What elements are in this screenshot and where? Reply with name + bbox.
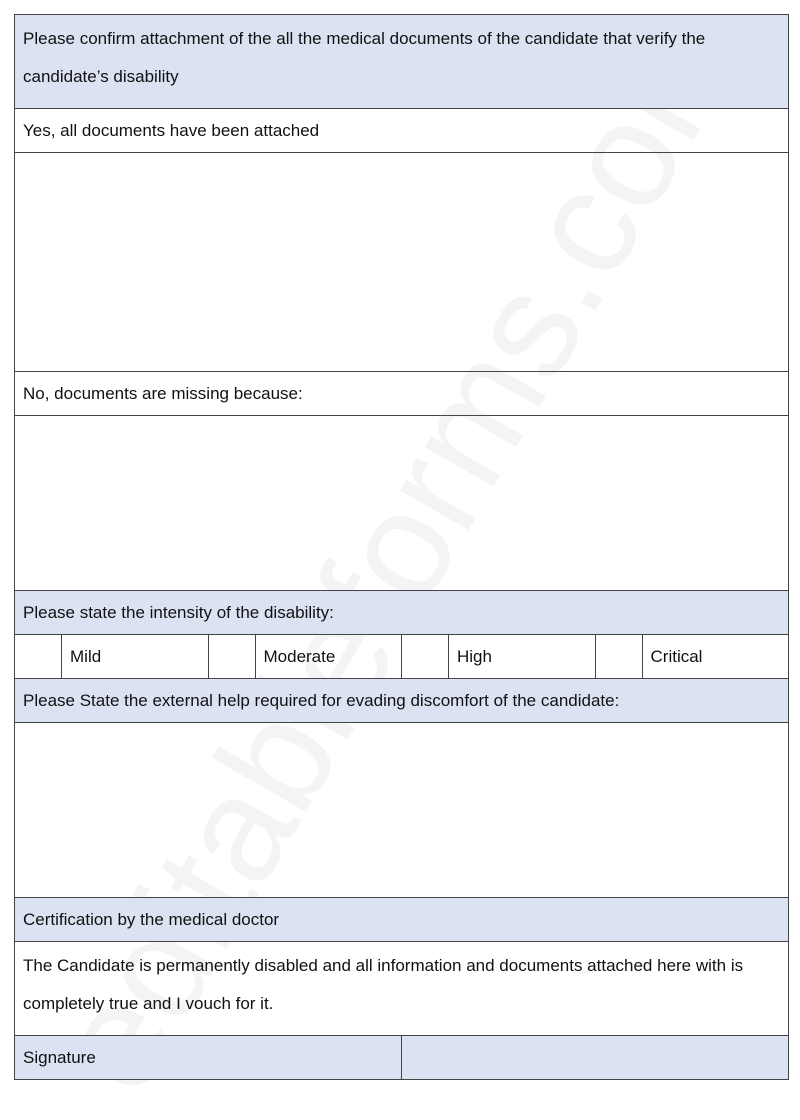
moderate-label: Moderate xyxy=(256,635,403,678)
yes-documents-attached-option[interactable]: Yes, all documents have been attached xyxy=(14,109,789,153)
intensity-options-row xyxy=(14,635,789,679)
yes-details-field[interactable] xyxy=(14,153,789,372)
no-documents-missing-option[interactable]: No, documents are missing because: xyxy=(14,372,789,416)
signature-row xyxy=(14,1036,789,1080)
certification-heading: Certification by the medical doctor xyxy=(14,898,789,942)
critical-checkbox[interactable] xyxy=(596,635,643,678)
mild-label: Mild xyxy=(62,635,209,678)
external-help-question: Please State the external help required for evading discomfort of the candidate: xyxy=(14,679,789,723)
signature-label: Signature xyxy=(15,1036,402,1079)
high-checkbox[interactable] xyxy=(402,635,449,678)
intensity-question: Please state the intensity of the disability: xyxy=(14,591,789,635)
medical-form xyxy=(14,14,789,1080)
certification-statement: The Candidate is permanently disabled and all information and documents attached here with is completely true and I vouch for it. xyxy=(14,942,789,1036)
external-help-field[interactable] xyxy=(14,723,789,898)
mild-checkbox[interactable] xyxy=(15,635,62,678)
documents-question: Please confirm attachment of the all the medical documents of the candidate that verify the candidate’s disability xyxy=(14,14,789,109)
missing-reason-field[interactable] xyxy=(14,416,789,591)
moderate-checkbox[interactable] xyxy=(209,635,256,678)
critical-label: Critical xyxy=(650,647,703,666)
high-label: High xyxy=(449,635,596,678)
signature-field[interactable] xyxy=(402,1036,788,1079)
